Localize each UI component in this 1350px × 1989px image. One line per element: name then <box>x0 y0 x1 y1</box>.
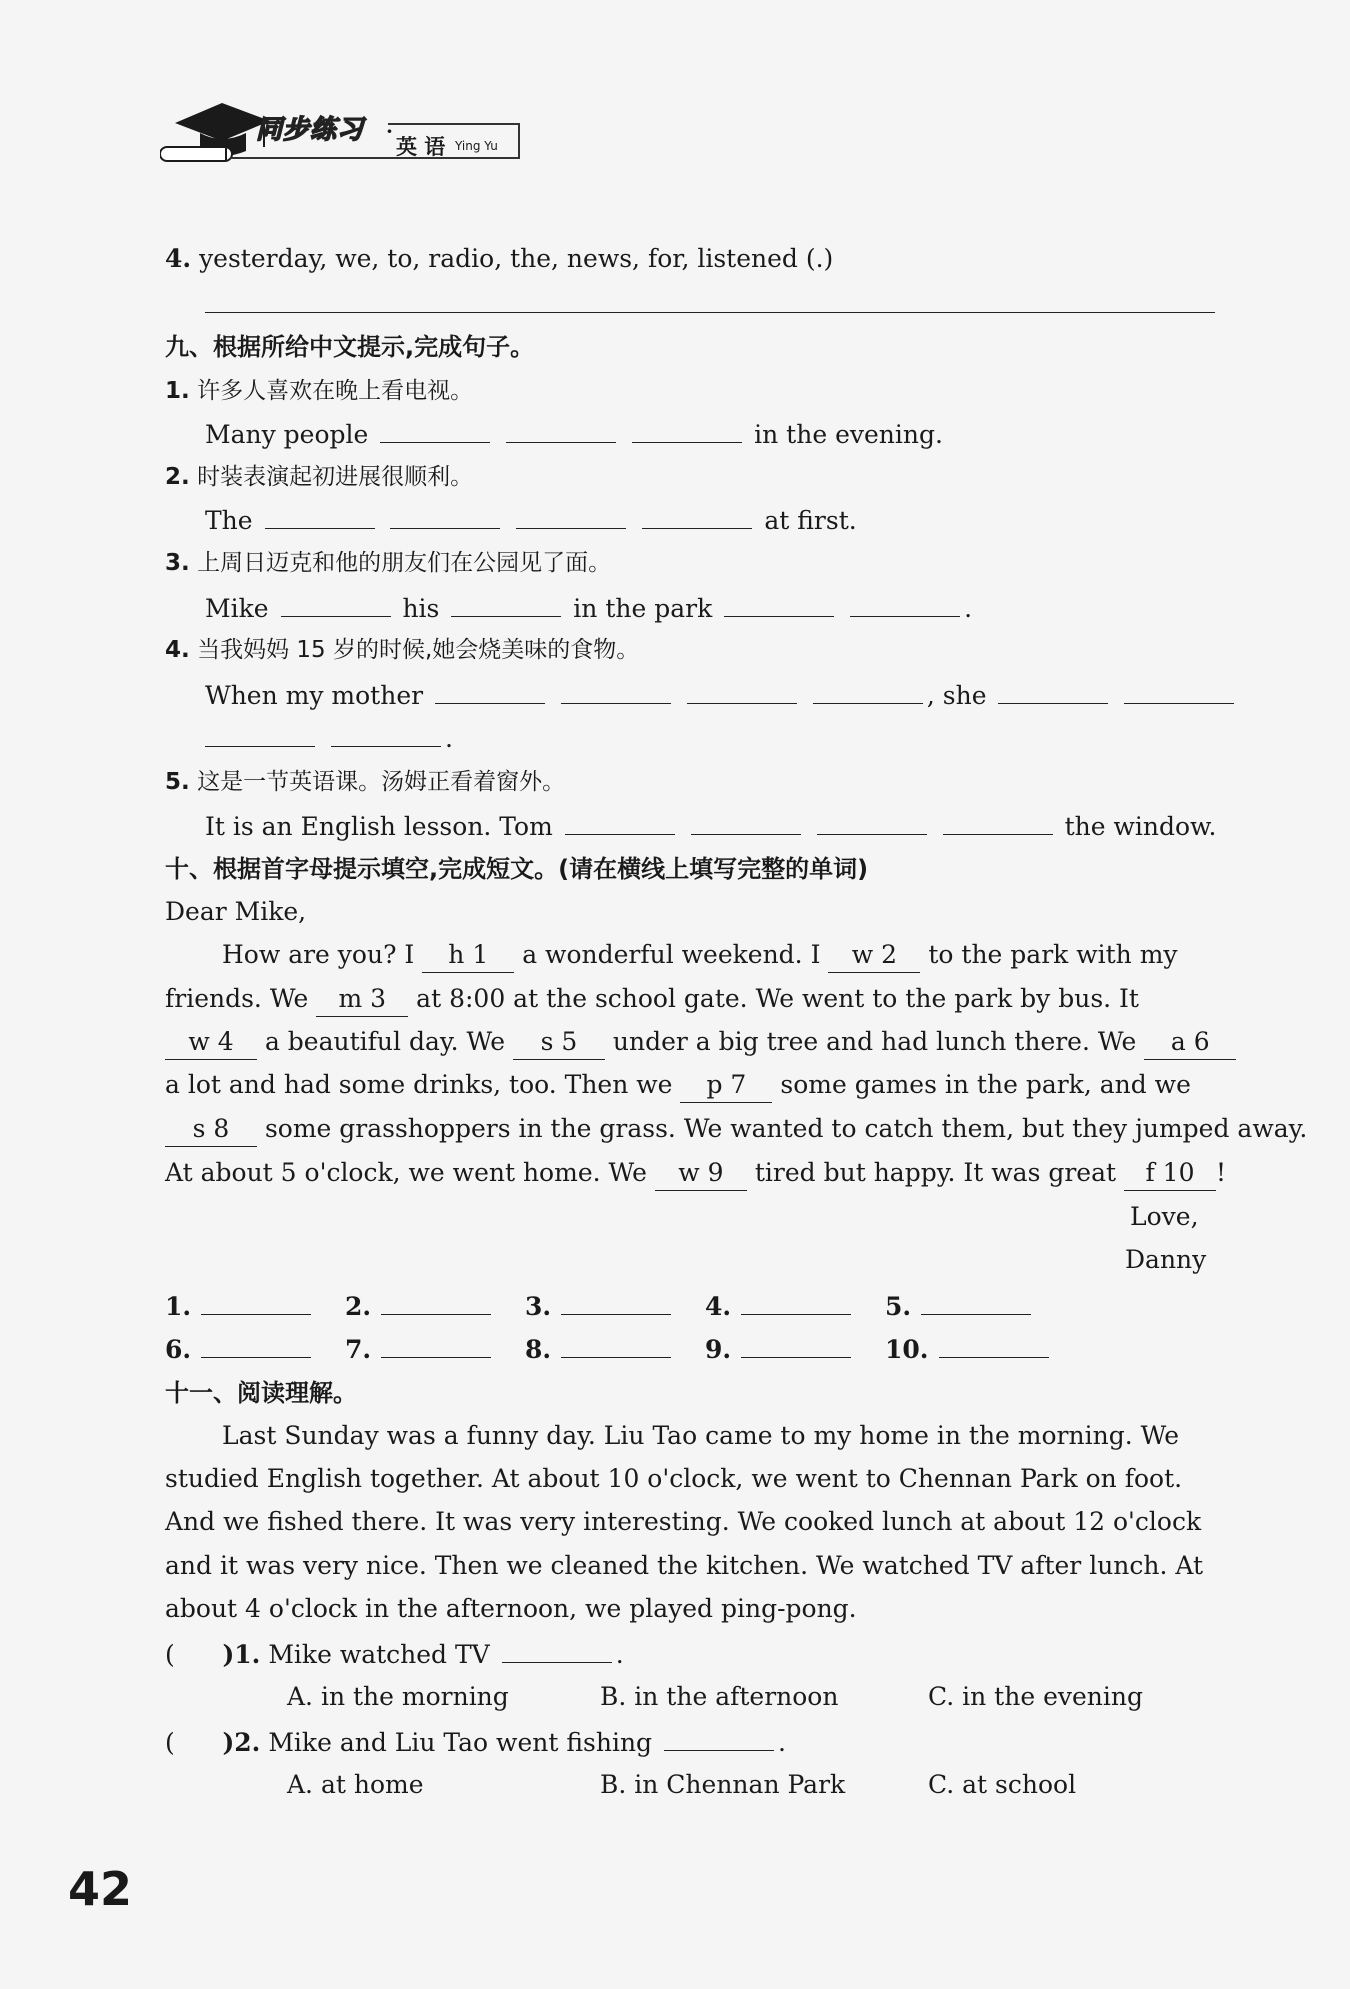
fill-blank[interactable] <box>390 502 500 529</box>
hint-blank[interactable]: s 5 <box>513 1025 605 1060</box>
q9-3-english: Mike his in the park . <box>205 590 972 626</box>
page-number: 42 <box>68 1862 133 1916</box>
q1-option-a[interactable]: A. in the morning <box>287 1682 509 1711</box>
question-1: ( )1. Mike watched TV . <box>165 1636 624 1672</box>
answer-blank[interactable] <box>921 1288 1031 1315</box>
letter-closing: Love, <box>1130 1202 1199 1231</box>
fill-blank[interactable] <box>561 677 671 704</box>
fill-blank[interactable] <box>850 590 960 617</box>
hint-blank[interactable]: m 3 <box>316 982 408 1017</box>
q9-5-chinese: 5. 这是一节英语课。汤姆正看着窗外。 <box>165 769 566 795</box>
fill-blank[interactable] <box>724 590 834 617</box>
answer-blank[interactable] <box>561 1331 671 1358</box>
page-header: 同步练习 · 英 语 Ying Yu <box>160 95 530 170</box>
fill-blank[interactable] <box>1124 677 1234 704</box>
letter-signature: Danny <box>1125 1245 1207 1274</box>
q9-1-chinese: 1. 许多人喜欢在晚上看电视。 <box>165 378 474 404</box>
answer-blank[interactable] <box>741 1288 851 1315</box>
subject-pinyin: Ying Yu <box>455 139 498 153</box>
q8-item-4: 4. yesterday, we, to, radio, the, news, for, listened (.) <box>165 244 834 273</box>
fill-blank[interactable] <box>998 677 1108 704</box>
section-9-title: 九、根据所给中文提示,完成句子。 <box>165 333 535 361</box>
q9-4-chinese: 4. 当我妈妈 15 岁的时候,她会烧美味的食物。 <box>165 637 640 663</box>
fill-blank[interactable] <box>817 808 927 835</box>
answer-blank[interactable] <box>381 1331 491 1358</box>
q2-option-c[interactable]: C. at school <box>928 1770 1077 1799</box>
fill-blank[interactable] <box>331 720 441 747</box>
q1-option-b[interactable]: B. in the afternoon <box>600 1682 839 1711</box>
section-11-title: 十一、阅读理解。 <box>165 1379 357 1407</box>
hint-blank[interactable]: f 10 <box>1124 1156 1216 1191</box>
answer-blank[interactable] <box>741 1331 851 1358</box>
letter-greeting: Dear Mike, <box>165 897 307 926</box>
fill-blank[interactable] <box>380 416 490 443</box>
answer-row-2: 6. 7. 8. 9. 10. <box>165 1331 1065 1367</box>
q9-5-english: It is an English lesson. Tom the window. <box>205 808 1216 844</box>
q9-4-english: When my mother , she <box>205 677 1238 713</box>
fill-blank[interactable] <box>632 416 742 443</box>
fill-blank[interactable] <box>205 720 315 747</box>
fill-blank[interactable] <box>451 590 561 617</box>
fill-blank[interactable] <box>435 677 545 704</box>
letter-line-3: w 4 a beautiful day. We s 5 under a big tree and had lunch there. We a 6 <box>165 1025 1236 1060</box>
fill-blank[interactable] <box>516 502 626 529</box>
passage-line-3: And we fished there. It was very interesting. We cooked lunch at about 12 o'clock <box>165 1507 1202 1536</box>
letter-line-1: How are you? I h 1 a wonderful weekend. I w 2 to the park with my <box>222 938 1178 973</box>
fill-blank[interactable] <box>565 808 675 835</box>
letter-line-4: a lot and had some drinks, too. Then we p 7 some games in the park, and we <box>165 1068 1191 1103</box>
passage-line-4: and it was very nice. Then we cleaned the kitchen. We watched TV after lunch. At <box>165 1551 1204 1580</box>
fill-blank[interactable] <box>943 808 1053 835</box>
fill-blank[interactable] <box>265 502 375 529</box>
q2-option-b[interactable]: B. in Chennan Park <box>600 1770 846 1799</box>
letter-line-2: friends. We m 3 at 8:00 at the school gate. We went to the park by bus. It <box>165 982 1139 1017</box>
answer-bracket[interactable]: ( <box>165 1728 223 1757</box>
hint-blank[interactable]: w 9 <box>655 1156 747 1191</box>
answer-row-1: 1. 2. 3. 4. 5. <box>165 1288 1065 1324</box>
fill-blank[interactable] <box>506 416 616 443</box>
answer-blank[interactable] <box>939 1331 1049 1358</box>
hint-blank[interactable]: w 2 <box>828 938 920 973</box>
fill-blank[interactable] <box>502 1636 612 1663</box>
q9-2-chinese: 2. 时装表演起初进展很顺利。 <box>165 464 474 490</box>
answer-blank[interactable] <box>381 1288 491 1315</box>
passage-line-5: about 4 o'clock in the afternoon, we played ping-pong. <box>165 1594 857 1623</box>
q9-2-english: The at first. <box>205 502 857 538</box>
passage-line-2: studied English together. At about 10 o'clock, we went to Chennan Park on foot. <box>165 1464 1183 1493</box>
fill-blank[interactable] <box>687 677 797 704</box>
letter-line-5: s 8 some grasshoppers in the grass. We wanted to catch them, but they jumped away. <box>165 1112 1307 1147</box>
answer-bracket[interactable]: ( <box>165 1640 223 1669</box>
answer-blank[interactable] <box>561 1288 671 1315</box>
q2-option-a[interactable]: A. at home <box>287 1770 424 1799</box>
q9-1-english: Many people in the evening. <box>205 416 943 452</box>
q1-option-c[interactable]: C. in the evening <box>928 1682 1143 1711</box>
answer-line[interactable] <box>205 312 1215 313</box>
fill-blank[interactable] <box>664 1724 774 1751</box>
passage-line-1: Last Sunday was a funny day. Liu Tao came to my home in the morning. We <box>222 1421 1180 1450</box>
hint-blank[interactable]: w 4 <box>165 1025 257 1060</box>
q9-3-chinese: 3. 上周日迈克和他的朋友们在公园见了面。 <box>165 550 612 576</box>
answer-blank[interactable] <box>201 1288 311 1315</box>
q9-4-english-cont: . <box>205 720 453 756</box>
letter-line-6: At about 5 o'clock, we went home. We w 9 tired but happy. It was great f 10 ! <box>165 1156 1226 1191</box>
fill-blank[interactable] <box>691 808 801 835</box>
hint-blank[interactable]: s 8 <box>165 1112 257 1147</box>
header-title: 同步练习 <box>256 115 365 145</box>
question-2: ( )2. Mike and Liu Tao went fishing . <box>165 1724 786 1760</box>
fill-blank[interactable] <box>813 677 923 704</box>
fill-blank[interactable] <box>642 502 752 529</box>
subject-label: 英 语 <box>396 135 446 159</box>
hint-blank[interactable]: h 1 <box>422 938 514 973</box>
answer-blank[interactable] <box>201 1331 311 1358</box>
hint-blank[interactable]: a 6 <box>1144 1025 1236 1060</box>
hint-blank[interactable]: p 7 <box>680 1068 772 1103</box>
fill-blank[interactable] <box>281 590 391 617</box>
section-10-title: 十、根据首字母提示填空,完成短文。(请在横线上填写完整的单词) <box>165 855 869 883</box>
